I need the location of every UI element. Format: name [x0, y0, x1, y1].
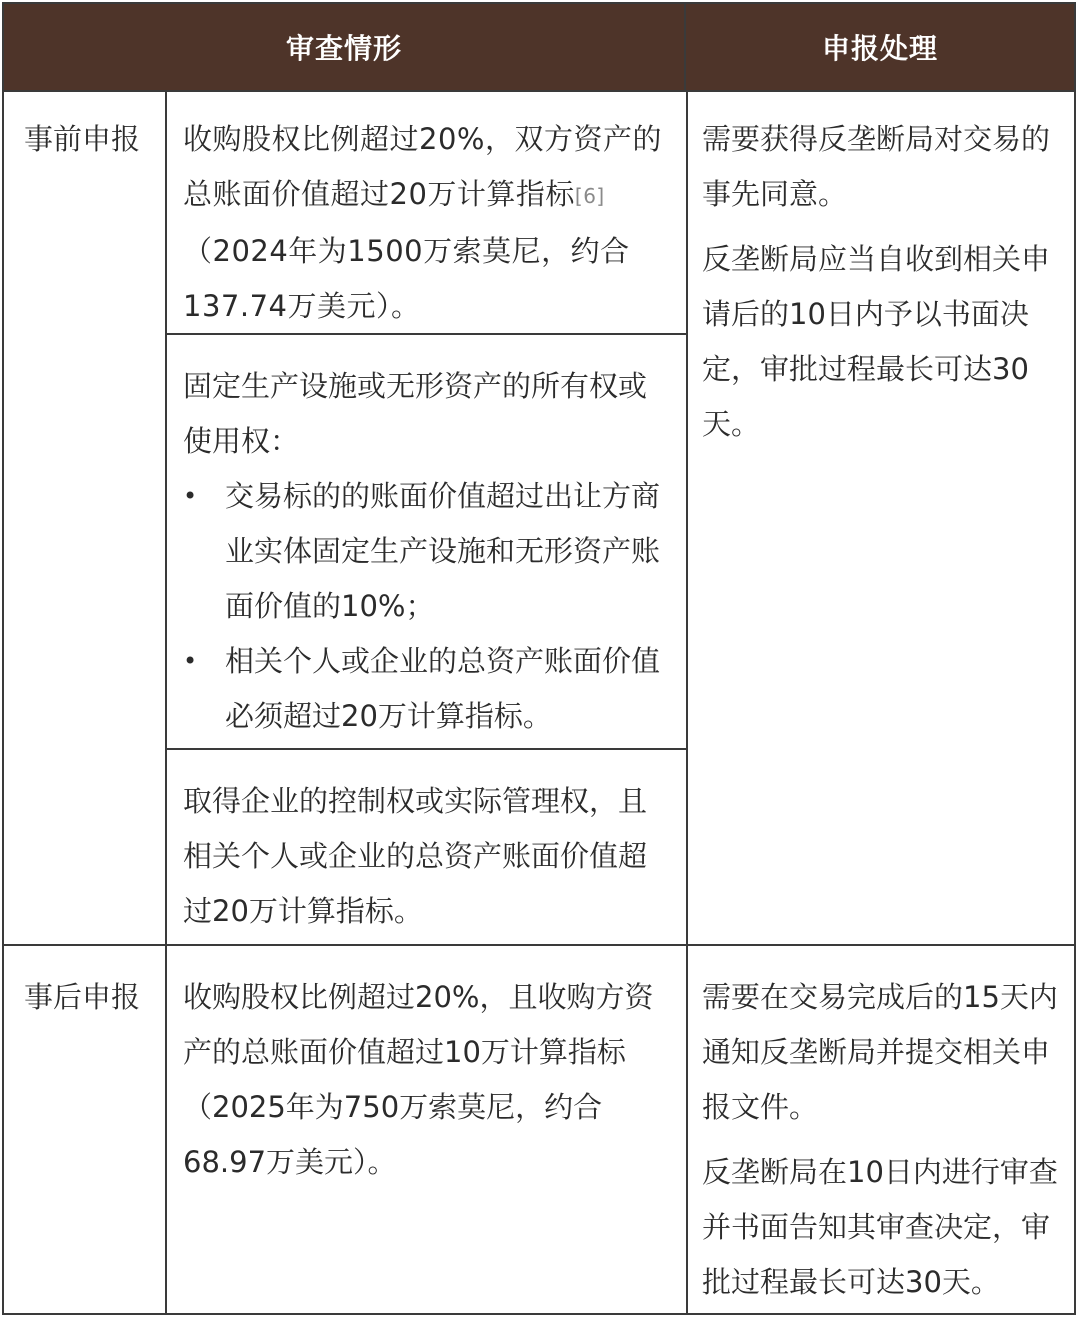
reference-marker[interactable]: [6] — [574, 184, 605, 208]
situation-cell-2 — [167, 359, 686, 744]
row-label-post-filing: 事后申报 — [24, 980, 141, 1014]
divider — [165, 748, 688, 750]
bullet-item: • 交易标的的账面价值超过出让方商业实体固定生产设施和无形资产账面价值的10%； — [183, 469, 670, 634]
situation-text-tail: （2024年为1500万索莫尼，约合137.74万美元）。 — [183, 234, 630, 323]
situation-text: 收购股权比例超过20%，且收购方资产的总账面价值超过10万计算指标（2025年为750万索莫尼，约合68.97万美元）。 — [183, 980, 654, 1179]
situation-cell-post — [167, 970, 686, 1190]
handling-text: 反垄断局应当自收到相关申请后的10日内予以书面决定，审批过程最长可达30天。 — [702, 242, 1051, 441]
handling-cell-post — [688, 970, 1074, 1310]
situation-cell-3 — [167, 774, 686, 939]
situation-text-main: 收购股权比例超过20%，双方资产的总账面价值超过20万计算指标 — [183, 122, 662, 211]
situation-cell-1 — [167, 112, 686, 334]
bullet-item: • 相关个人或企业的总资产账面价值必须超过20万计算指标。 — [183, 634, 670, 744]
header-review-situation: 审查情形 — [4, 4, 686, 90]
row-label-pre-filing: 事前申报 — [24, 122, 141, 156]
handling-text: 需要获得反垄断局对交易的事先同意。 — [702, 122, 1051, 211]
review-table — [2, 2, 1076, 1315]
handling-cell-pre — [688, 112, 1074, 452]
situation-text: 取得企业的控制权或实际管理权，且相关个人或企业的总资产账面价值超过20万计算指标。 — [183, 784, 648, 928]
divider — [4, 944, 1074, 946]
situation-intro: 固定生产设施或无形资产的所有权或使用权： — [183, 369, 648, 458]
handling-text: 反垄断局在10日内进行审查并书面告知其审查决定，审批过程最长可达30天。 — [702, 1155, 1058, 1299]
header-filing-handling: 申报处理 — [821, 32, 938, 65]
handling-text: 需要在交易完成后的15天内通知反垄断局并提交相关申报文件。 — [702, 980, 1058, 1124]
table-header — [4, 4, 1074, 92]
situation-text — [183, 112, 670, 334]
